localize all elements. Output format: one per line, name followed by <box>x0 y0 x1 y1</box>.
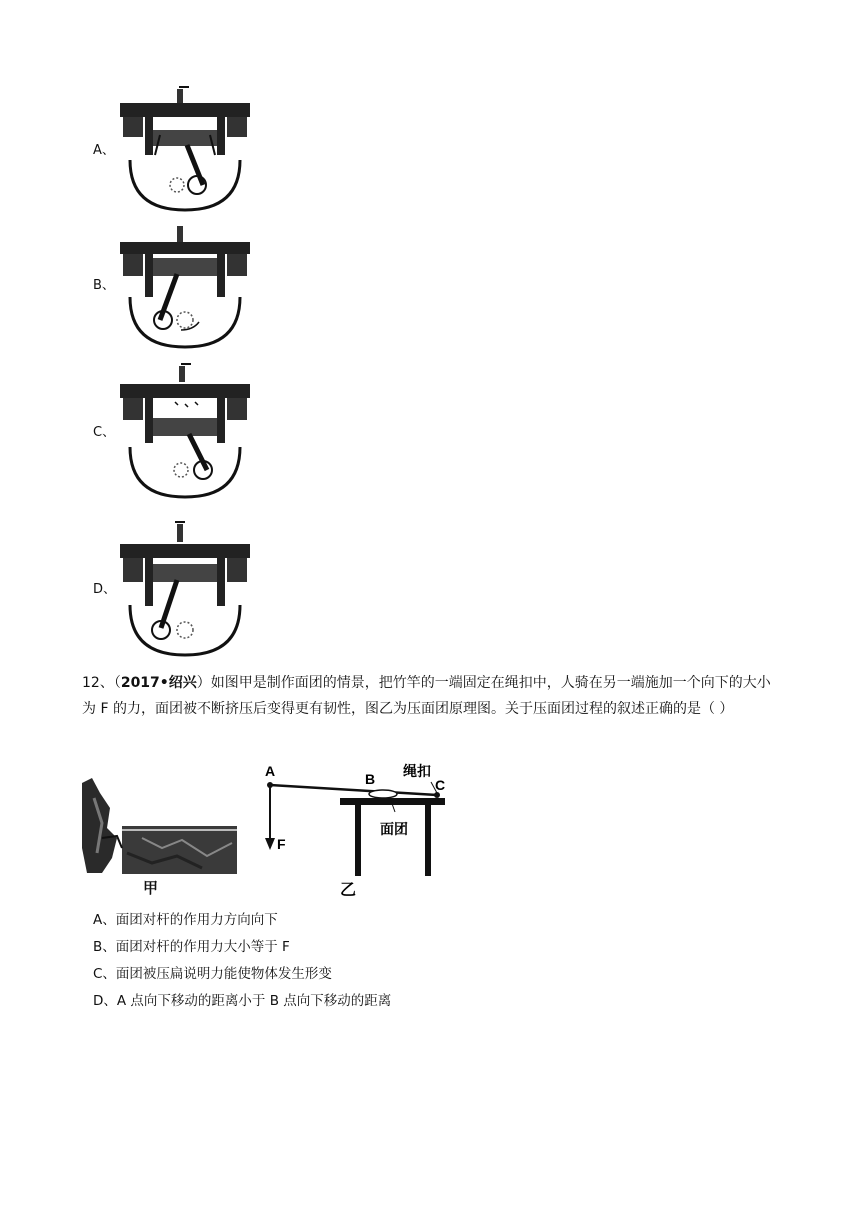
label-f: F <box>277 836 286 852</box>
lever-rod <box>270 785 437 795</box>
engine-diagram-b <box>115 222 255 352</box>
answer-c: C、面团被压扁说明力能使物体发生形变 <box>93 966 332 982</box>
option-c-label: C、 <box>93 425 116 440</box>
question-source-close: ） <box>196 675 211 691</box>
dough-shape <box>369 790 397 798</box>
label-dough: 面团 <box>380 822 408 838</box>
option-b-label: B、 <box>93 278 115 293</box>
figure-yi-caption: 乙 <box>340 880 357 899</box>
label-rope: 绳扣 <box>403 764 431 780</box>
figure-yi-diagram <box>255 760 455 905</box>
table-leg-left <box>355 804 361 876</box>
option-d-label: D、 <box>93 582 117 597</box>
figure-jia-caption: 甲 <box>143 879 159 897</box>
answer-d: D、A 点向下移动的距离小于 B 点向下移动的距离 <box>93 993 392 1009</box>
label-c: C <box>435 777 446 793</box>
question-stem: 如图甲是制作面团的情景，把竹竿的一端固定在绳扣中，人骑在另一端施加一个向下的大小为 F 的力，面团被不断挤压后变得更有韧性，图乙为压面团原理图。关于压面团过程的叙述正确的是（ ） <box>82 675 771 717</box>
engine-diagram-a <box>115 85 255 215</box>
figure-jia-photo <box>82 778 242 878</box>
force-arrow-head <box>265 838 275 850</box>
table-leg-right <box>425 804 431 876</box>
label-b: B <box>365 771 376 787</box>
option-a-label: A、 <box>93 143 115 158</box>
answer-a: A、面团对杆的作用力方向向下 <box>93 912 278 928</box>
question-number: 12、 <box>82 675 114 691</box>
engine-diagram-d <box>115 520 255 660</box>
question-source-open: （ <box>113 675 121 691</box>
answer-b: B、面团对杆的作用力大小等于 F <box>93 939 290 955</box>
question-12 <box>82 670 782 722</box>
label-a: A <box>265 763 276 779</box>
engine-diagram-c <box>115 362 255 502</box>
question-source: 2017•绍兴 <box>120 675 197 691</box>
